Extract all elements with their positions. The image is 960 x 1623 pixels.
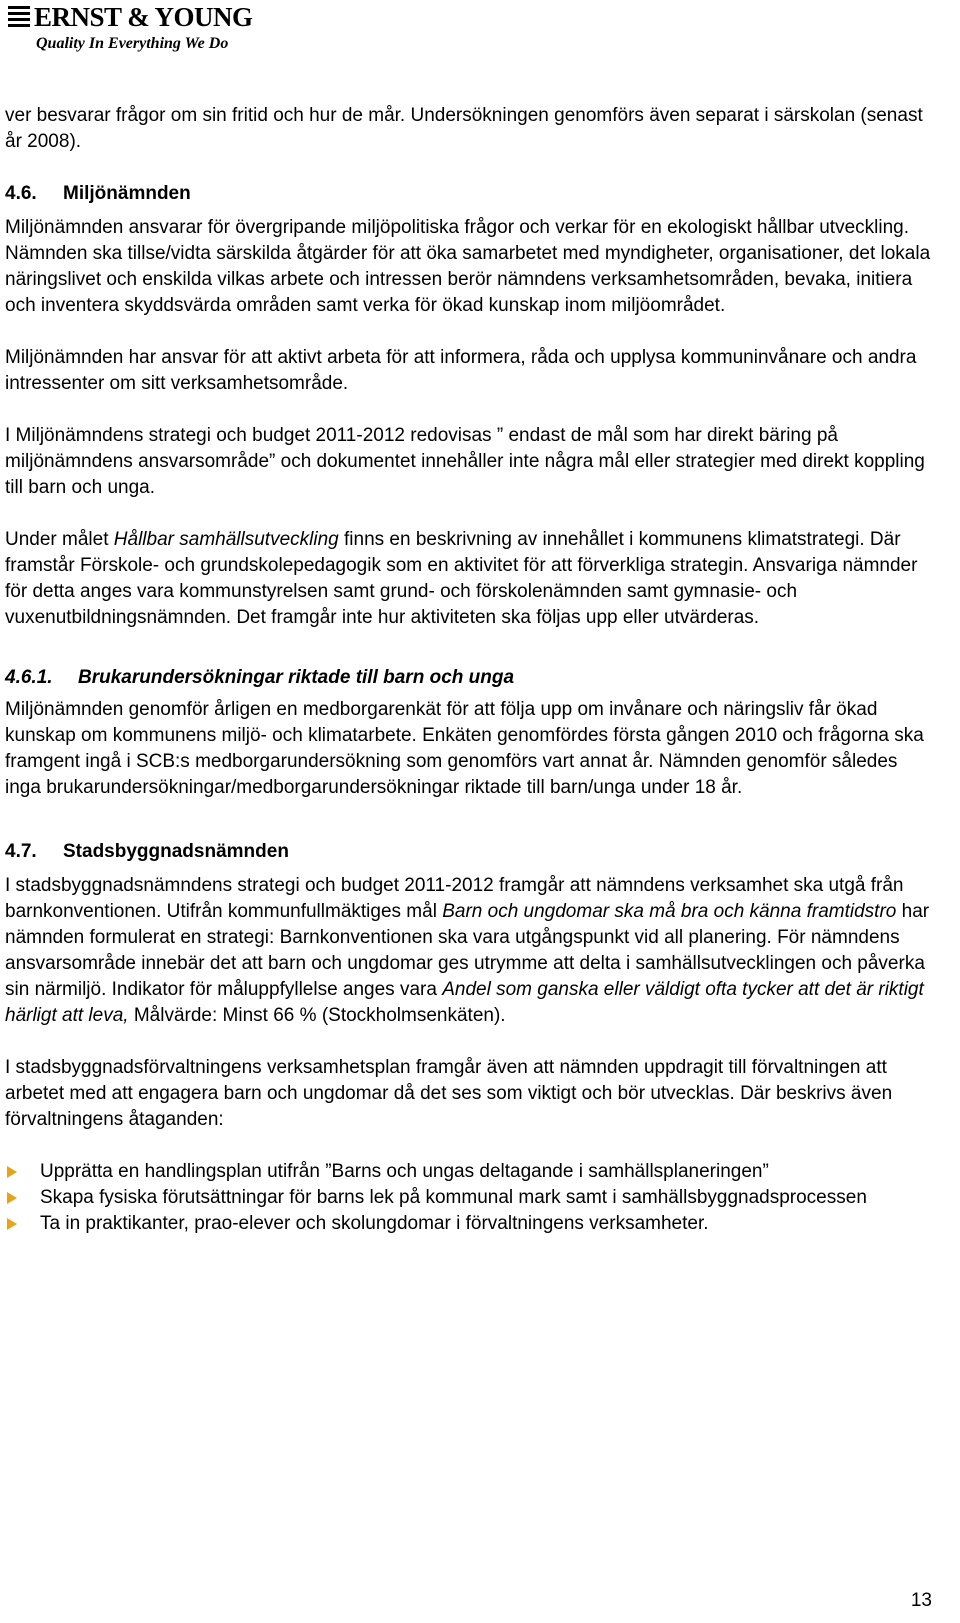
- list-item: [5, 1211, 933, 1237]
- list-item-text: Ta in praktikanter, prao-elever och skolungdomar i förvaltningens verksamheter.: [40, 1213, 709, 1234]
- triangle-bullet-icon: [7, 1166, 17, 1178]
- section-title: Miljönämnden: [63, 183, 191, 204]
- stadsbyggnad-plan-paragraph: I stadsbyggnadsförvaltningens verksamhetsplan framgår även att nämnden uppdragit till förvaltningen att arbetet med att engagera barn och ungdomar då det ses som viktigt och bör utvecklas. Där beskrivs även förvaltningens åtaganden:: [5, 1057, 893, 1130]
- section-heading-4-6: [5, 181, 933, 207]
- miljonamnden-paragraph-3: I Miljönämndens strategi och budget 2011-2012 redovisas ” endast de mål som har direkt bäring på miljönämndens ansvarsområde” och dokumentet innehåller inte några mål eller strategier med direkt koppling till barn och unga.: [5, 425, 925, 498]
- strategy-text-1: I stadsbyggnadsnämndens strategi och budget 2011-2012 framgår att nämndens verksamhet ska utgå från barnkonventionen. Utifrån kommunfullmäktiges mål: [5, 875, 904, 922]
- section-number: 4.7.: [5, 841, 37, 862]
- stadsbyggnad-strategy-paragraph: [5, 873, 933, 1029]
- section-number: 4.6.1.: [5, 667, 53, 688]
- section-title: Brukarundersökningar riktade till barn och unga: [78, 667, 515, 688]
- list-item-text: Skapa fysiska förutsättningar för barns lek på kommunal mark samt i samhällsbyggnadsprocessen: [40, 1187, 867, 1208]
- strategy-italic-1: Barn och ungdomar ska må bra och känna framtidstro: [442, 901, 897, 922]
- ernst-young-logo: [8, 2, 258, 54]
- brukarundersokningar-paragraph: Miljönämnden genomför årligen en medborgarenkät för att följa upp om invånare och näringsliv får ökad kunskap om kommunens miljö- och klimatarbete. Enkäten genomfördes första gången 2010 och frågorna ska framgent ingå i SCB:s medborgarundersökning som genomförs vart annat år. Nämnden genomför således inga brukarundersökningar/medborgarundersökningar riktade till barn/unga under 18 år.: [5, 699, 924, 798]
- logo-tagline: Quality In Everything We Do: [36, 35, 229, 52]
- list-item: [5, 1159, 933, 1185]
- page-number: 13: [910, 1590, 932, 1611]
- logo-name: ERNST & YOUNG: [34, 2, 253, 32]
- commitments-list: [5, 1159, 933, 1237]
- goal-text-before: Under målet: [5, 529, 114, 550]
- section-heading-4-6-1: [5, 665, 933, 691]
- triangle-bullet-icon: [7, 1192, 17, 1204]
- miljonamnden-goal-paragraph: [5, 527, 933, 631]
- intro-paragraph: ver besvarar frågor om sin fritid och hur de mår. Undersökningen genomförs även separat i särskolan (senast år 2008).: [5, 105, 923, 152]
- list-item: [5, 1185, 933, 1211]
- strategy-text-2: har nämnden formulerat en strategi: Barnkonventionen ska vara utgångspunkt vid all planering. För nämndens ansvarsområde innebär det att barn och ungdomar ges utrymme att delta i samhällsutvecklingen och påverka sin närmiljö. Indikator för måluppfyllelse anges vara: [5, 901, 930, 1000]
- logo-bars-icon: [8, 6, 30, 28]
- section-heading-4-7: [5, 839, 933, 865]
- goal-italic-text: Hållbar samhällsutveckling: [113, 529, 339, 550]
- strategy-text-3: Målvärde: Minst 66 % (Stockholmsenkäten).: [128, 1005, 506, 1026]
- section-number: 4.6.: [5, 183, 37, 204]
- list-item-text: Upprätta en handlingsplan utifrån ”Barns och ungas deltagande i samhällsplaneringen”: [40, 1161, 769, 1182]
- goal-text-after: finns en beskrivning av innehållet i kommunens klimatstrategi. Där framstår Förskole- och grundskolepedagogik som en aktivitet för att förverkliga strategin. Ansvariga nämnder för detta anges vara kommunstyrelsen samt grund- och förskolenämnden samt gymnasie- och vuxenutbildningsnämnden. Det framgår inte hur aktiviteten ska följas upp eller utvärderas.: [5, 529, 918, 628]
- triangle-bullet-icon: [7, 1218, 17, 1230]
- miljonamnden-paragraph-2: Miljönämnden har ansvar för att aktivt arbeta för att informera, råda och upplysa kommuninvånare och andra intressenter om sitt verksamhetsområde.: [5, 347, 917, 394]
- strategy-italic-2: Andel som ganska eller väldigt ofta tycker att det är riktigt härligt att leva,: [5, 979, 924, 1026]
- miljonamnden-paragraph-1: Miljönämnden ansvarar för övergripande miljöpolitiska frågor och verkar för en ekologiskt hållbar utveckling. Nämnden ska tillse/vidta särskilda åtgärder för att öka samarbetet med myndigheter, organisationer, det lokala näringslivet och enskilda vilkas arbete och intressen berör nämndens verksamhetsområden, bevaka, initiera och inventera skyddsvärda områden samt verka för ökad kunskap inom miljöområdet.: [5, 217, 931, 316]
- section-title: Stadsbyggnadsnämnden: [63, 841, 289, 862]
- document-body: [5, 103, 933, 1237]
